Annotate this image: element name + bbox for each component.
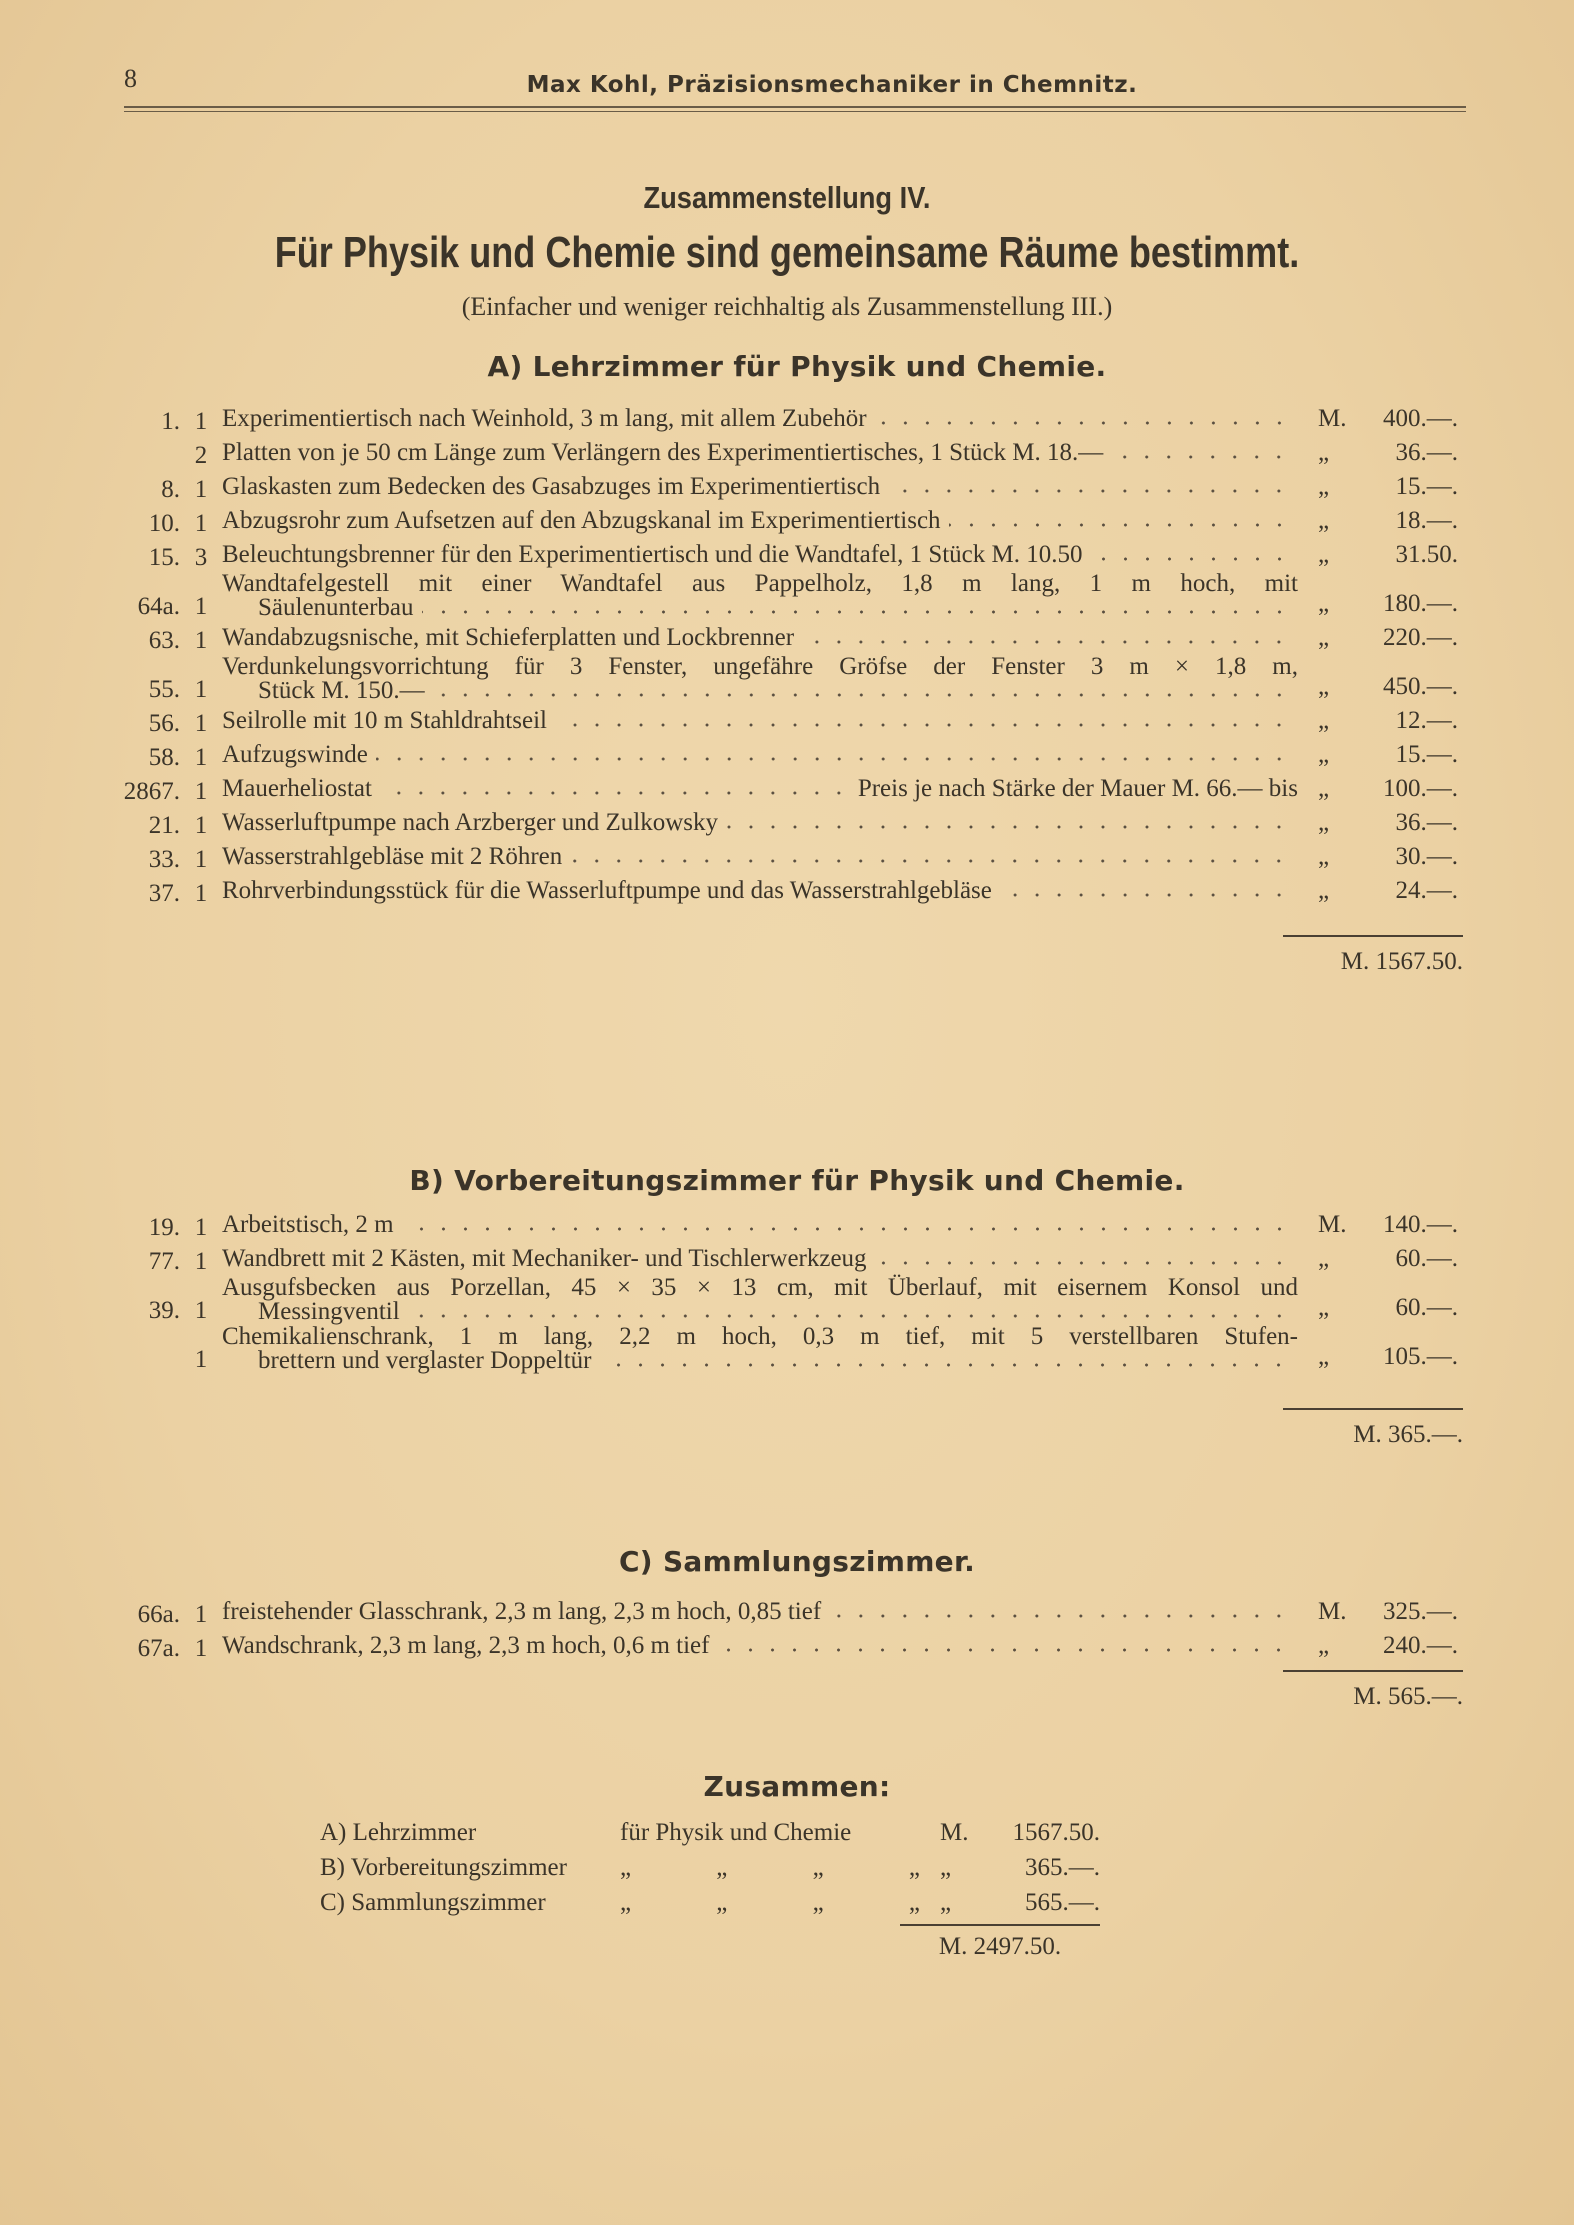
price-prefix: „ (1318, 473, 1330, 500)
item-quantity: 1 (194, 880, 208, 907)
item-number: 21. (148, 812, 180, 839)
price-value: 105.—. (1383, 1343, 1458, 1370)
item-quantity: 1 (194, 1297, 208, 1324)
list-item (100, 1325, 1466, 1374)
price-prefix: „ (1318, 1294, 1330, 1321)
item-text: freistehender Glasschrank, 2,3 m lang, 2,3 m hoch, 0,85 tief (222, 1598, 822, 1625)
item-number: 56. (148, 710, 180, 737)
item-description (222, 874, 1298, 908)
header-rule (124, 106, 1466, 112)
list-item (100, 621, 1466, 655)
item-number: 66a. (137, 1601, 180, 1628)
section-total (1283, 935, 1463, 976)
description-line (222, 470, 1298, 504)
price-value: 240.—. (1383, 1632, 1458, 1659)
summary-ditto: „ (716, 1854, 728, 1881)
section-heading: A) Lehrzimmer für Physik und Chemie. (487, 350, 1107, 383)
dot-leader (408, 1313, 1290, 1319)
dot-leader (599, 1362, 1290, 1368)
description-line (222, 840, 1298, 874)
item-text-continued: brettern und verglaster Doppeltür (258, 1347, 592, 1374)
price-value: 36.—. (1395, 809, 1458, 836)
dot-leader (875, 1260, 1290, 1266)
dot-leader (875, 420, 1290, 426)
total-rule (1283, 1670, 1463, 1675)
item-description (222, 806, 1298, 840)
summary-middle (620, 1815, 920, 1850)
item-description (222, 738, 1298, 772)
summary-label: A) Lehrzimmer (320, 1819, 477, 1846)
item-number: 10. (148, 510, 180, 537)
item-quantity: 1 (194, 1346, 208, 1373)
description-line (222, 704, 1298, 738)
item-quantity: 1 (194, 846, 208, 873)
summary-middle (620, 1850, 920, 1885)
item-price (1298, 1340, 1458, 1374)
description-line (222, 538, 1298, 572)
item-price (1298, 621, 1458, 655)
item-price (1298, 1629, 1458, 1663)
item-text: Arbeitstisch, 2 m (222, 1211, 394, 1238)
page-number: 8 (124, 64, 137, 93)
price-prefix: „ (1318, 707, 1330, 734)
price-prefix: „ (1318, 590, 1330, 617)
item-description (222, 704, 1298, 738)
item-number: 33. (148, 846, 180, 873)
summary-label: C) Sammlungszimmer (320, 1889, 546, 1916)
summary-row (320, 1850, 1100, 1885)
item-description (222, 1325, 1298, 1374)
item-price (1298, 670, 1458, 704)
list-item (100, 1595, 1466, 1629)
dot-leader (1111, 454, 1290, 460)
item-price (1298, 1595, 1458, 1629)
summary-ditto: „ (812, 1854, 824, 1881)
compilation-title: Zusammenstellung IV. (643, 180, 931, 215)
item-text-continued: Stück M. 150.— (258, 677, 425, 704)
description-continuation (222, 1348, 1298, 1374)
item-text: Abzugsrohr zum Aufsetzen auf den Abzugskanal im Experimentiertisch (222, 507, 941, 534)
total-value: M. 1567.50. (1340, 948, 1463, 975)
list-item (100, 572, 1466, 621)
price-value: 450.—. (1383, 673, 1458, 700)
description-continuation (222, 678, 1298, 704)
item-quantity: 1 (194, 1214, 208, 1241)
summary-table (320, 1815, 1100, 1961)
price-prefix: M. (1318, 405, 1347, 432)
item-text: Chemikalienschrank, 1 m lang, 2,2 m hoch, 0,3 m tief, mit 5 verstellbaren Stufen- (222, 1323, 1298, 1350)
item-price (1298, 704, 1458, 738)
price-value: 30.—. (1395, 843, 1458, 870)
list-item (100, 1629, 1466, 1663)
price-prefix: M. (1318, 1211, 1347, 1238)
dot-leader (829, 1613, 1290, 1619)
running-header: Max Kohl, Präzisionsmechaniker in Chemnitz. (526, 72, 1138, 98)
item-description (222, 538, 1298, 572)
item-quantity: 1 (194, 778, 208, 805)
item-text: Rohrverbindungsstück für die Wasserluftpumpe und das Wasserstrahlgebläse (222, 877, 992, 904)
item-list (100, 1595, 1466, 1663)
dot-leader (422, 609, 1290, 615)
list-item (100, 738, 1466, 772)
price-value: 400.—. (1383, 405, 1458, 432)
description-line (222, 874, 1298, 908)
item-price (1298, 402, 1458, 436)
dot-leader (376, 756, 1290, 762)
item-number: 19. (148, 1214, 180, 1241)
list-item (100, 874, 1466, 908)
price-value: 18.—. (1395, 507, 1458, 534)
item-text: Wandtafelgestell mit einer Wandtafel aus Pappelholz, 1,8 m lang, 1 m hoch, mit (222, 570, 1298, 597)
price-value: 60.—. (1395, 1245, 1458, 1272)
price-prefix: „ (1318, 507, 1330, 534)
item-number: 37. (148, 880, 180, 907)
item-quantity: 1 (194, 1248, 208, 1275)
list-item (100, 655, 1466, 704)
item-quantity: 1 (194, 627, 208, 654)
price-prefix: „ (1318, 541, 1330, 568)
item-number: 8. (161, 476, 180, 503)
price-value: 100.—. (1383, 775, 1458, 802)
price-value: 140.—. (1383, 1211, 1458, 1238)
item-quantity: 3 (194, 544, 208, 571)
list-item (100, 504, 1466, 538)
item-description (222, 470, 1298, 504)
item-quantity: 1 (194, 408, 208, 435)
price-value: 325.—. (1383, 1598, 1458, 1625)
item-text: Aufzugswinde (222, 741, 368, 768)
item-number: 55. (148, 676, 180, 703)
item-text: Wandabzugsnische, mit Schieferplatten und Lockbrenner (222, 624, 795, 651)
item-quantity: 1 (194, 676, 208, 703)
summary-ditto: für Physik und Chemie (620, 1819, 852, 1846)
item-text: Glaskasten zum Bedecken des Gasabzuges im Experimentiertisch (222, 473, 881, 500)
item-description (222, 621, 1298, 655)
summary-value: 1567.50. (1012, 1819, 1100, 1846)
summary-prefix: M. (940, 1819, 969, 1846)
price-prefix: „ (1318, 843, 1330, 870)
item-number: 1. (161, 408, 180, 435)
summary-ditto: „ (620, 1854, 632, 1881)
summary-ditto: „ (716, 1889, 728, 1916)
price-value: 36.—. (1395, 439, 1458, 466)
item-text: Wasserluftpumpe nach Arzberger und Zulkowsky (222, 809, 719, 836)
dot-leader (380, 790, 850, 796)
summary-total (900, 1924, 1100, 1961)
description-line (222, 1208, 1298, 1242)
summary-row (320, 1885, 1100, 1920)
summary-amount (920, 1850, 1100, 1885)
list-item (100, 436, 1466, 470)
item-text: Wandbrett mit 2 Kästen, mit Mechaniker- und Tischlerwerkzeug (222, 1245, 867, 1272)
item-quantity: 1 (194, 1601, 208, 1628)
item-quantity: 1 (194, 593, 208, 620)
summary-prefix: „ (940, 1854, 952, 1881)
total-rule (900, 1924, 1100, 1929)
total-rule (1283, 1408, 1463, 1413)
summary-ditto: „ (908, 1854, 920, 1881)
subtitle: (Einfacher und weniger reichhaltig als Zusammenstellung III.) (461, 292, 1113, 321)
description-continuation (222, 595, 1298, 621)
price-prefix: „ (1318, 877, 1330, 904)
item-price (1298, 470, 1458, 504)
summary-middle (620, 1885, 920, 1920)
summary-ditto: „ (908, 1889, 920, 1916)
item-price (1298, 1208, 1458, 1242)
price-prefix: M. (1318, 1598, 1347, 1625)
item-quantity: 1 (194, 476, 208, 503)
description-line (222, 806, 1298, 840)
total-value: M. 365.—. (1353, 1421, 1463, 1448)
price-value: 180.—. (1383, 590, 1458, 617)
summary-value: 565.—. (1025, 1889, 1100, 1916)
price-value: 60.—. (1395, 1294, 1458, 1321)
description-continuation (222, 1299, 1298, 1325)
item-quantity: 1 (194, 812, 208, 839)
price-prefix: „ (1318, 775, 1330, 802)
summary-label: B) Vorbereitungszimmer (320, 1854, 567, 1881)
item-number: 64a. (137, 593, 180, 620)
item-description (222, 436, 1298, 470)
item-price (1298, 587, 1458, 621)
item-text-continued: Messingventil (258, 1298, 400, 1325)
price-value: 15.—. (1395, 473, 1458, 500)
item-description (222, 572, 1298, 621)
item-description (222, 1595, 1298, 1629)
description-line (222, 572, 1298, 595)
list-item (100, 840, 1466, 874)
summary-amount (920, 1885, 1100, 1920)
description-line (222, 436, 1298, 470)
description-line (222, 1629, 1298, 1663)
list-item (100, 772, 1466, 806)
dot-leader (726, 824, 1290, 830)
price-prefix: „ (1318, 1245, 1330, 1272)
item-price (1298, 874, 1458, 908)
dot-leader (433, 692, 1290, 698)
item-text: Beleuchtungsbrenner für den Experimentiertisch und die Wandtafel, 1 Stück M. 10.50 (222, 541, 1083, 568)
item-text: Seilrolle mit 10 m Stahldrahtseil (222, 707, 547, 734)
item-number: 2867. (123, 778, 180, 805)
price-value: 15.—. (1395, 741, 1458, 768)
description-line (222, 772, 1298, 806)
price-value: 31.50. (1395, 541, 1458, 568)
item-number: 77. (148, 1248, 180, 1275)
item-price (1298, 1291, 1458, 1325)
price-prefix: „ (1318, 1632, 1330, 1659)
item-text: Wasserstrahlgebläse mit 2 Röhren (222, 843, 563, 870)
item-price (1298, 504, 1458, 538)
main-title: Für Physik und Chemie sind gemeinsame Räume bestimmt. (274, 228, 1300, 277)
item-price (1298, 806, 1458, 840)
list-item (100, 1276, 1466, 1325)
summary-value: 365.—. (1025, 1854, 1100, 1881)
price-prefix: „ (1318, 673, 1330, 700)
summary-prefix: „ (940, 1889, 952, 1916)
price-value: 12.—. (1395, 707, 1458, 734)
item-price (1298, 772, 1458, 806)
item-number: 39. (148, 1297, 180, 1324)
item-description (222, 1208, 1298, 1242)
list-item (100, 538, 1466, 572)
item-number: 67a. (137, 1635, 180, 1662)
list-item (100, 1208, 1466, 1242)
list-item (100, 470, 1466, 504)
item-price (1298, 840, 1458, 874)
item-quantity: 1 (194, 744, 208, 771)
item-price (1298, 738, 1458, 772)
item-description (222, 1242, 1298, 1276)
item-text: Experimentiertisch nach Weinhold, 3 m lang, mit allem Zubehör (222, 405, 867, 432)
list-item (100, 704, 1466, 738)
section-total (1283, 1670, 1463, 1711)
item-number: 58. (148, 744, 180, 771)
section-heading: B) Vorbereitungszimmer für Physik und Chemie. (409, 1164, 1185, 1197)
item-quantity: 1 (194, 710, 208, 737)
dot-leader (1000, 892, 1290, 898)
dot-leader (888, 488, 1290, 494)
description-line (222, 1276, 1298, 1299)
dot-leader (802, 639, 1290, 645)
dot-leader (402, 1226, 1290, 1232)
item-description (222, 504, 1298, 538)
item-description (222, 655, 1298, 704)
item-number: 15. (148, 544, 180, 571)
item-text: Wandschrank, 2,3 m lang, 2,3 m hoch, 0,6 m tief (222, 1632, 710, 1659)
item-description (222, 772, 1298, 806)
summary-ditto: „ (620, 1889, 632, 1916)
item-list (100, 1208, 1466, 1374)
item-text: Ausgufsbecken aus Porzellan, 45 × 35 × 13 cm, mit Überlauf, mit eisernem Konsol und (222, 1274, 1298, 1301)
description-line (222, 621, 1298, 655)
item-price (1298, 1242, 1458, 1276)
summary-ditto: „ (812, 1889, 824, 1916)
description-line (222, 504, 1298, 538)
item-text: Verdunkelungsvorrichtung für 3 Fenster, ungefähre Gröfse der Fenster 3 m × 1,8 m, (222, 653, 1298, 680)
total-value: M. 565.—. (1353, 1683, 1463, 1710)
item-quantity: 1 (194, 510, 208, 537)
dot-leader (949, 522, 1290, 528)
item-text: Platten von je 50 cm Länge zum Verlängern des Experimentiertisches, 1 Stück M. 18.— (222, 439, 1104, 466)
summary-row (320, 1815, 1100, 1850)
description-line (222, 1595, 1298, 1629)
item-number: 63. (148, 627, 180, 654)
description-line (222, 738, 1298, 772)
description-line (222, 655, 1298, 678)
dot-leader (717, 1647, 1290, 1653)
summary-total-value: M. 2497.50. (938, 1933, 1062, 1960)
description-line (222, 1242, 1298, 1276)
list-item (100, 1242, 1466, 1276)
section-total (1283, 1408, 1463, 1449)
item-text: Mauerheliostat (222, 775, 372, 802)
item-text-continued: Säulenunterbau (258, 594, 414, 621)
dot-leader (555, 722, 1290, 728)
price-prefix: „ (1318, 1343, 1330, 1370)
summary-amount (920, 1815, 1100, 1850)
item-price (1298, 436, 1458, 470)
total-rule (1283, 935, 1463, 940)
description-line (222, 402, 1298, 436)
list-item (100, 806, 1466, 840)
price-prefix: „ (1318, 439, 1330, 466)
item-description (222, 402, 1298, 436)
summary-heading: Zusammen: (703, 1770, 891, 1803)
item-description (222, 1276, 1298, 1325)
price-prefix: „ (1318, 624, 1330, 651)
item-list (100, 402, 1466, 908)
item-quantity: 1 (194, 1635, 208, 1662)
item-description (222, 1629, 1298, 1663)
description-line (222, 1325, 1298, 1348)
price-note: Preis je nach Stärke der Mauer M. 66.— bis (857, 775, 1298, 802)
item-description (222, 840, 1298, 874)
item-quantity: 2 (194, 442, 208, 469)
price-value: 24.—. (1395, 877, 1458, 904)
price-prefix: „ (1318, 809, 1330, 836)
dot-leader (570, 858, 1290, 864)
dot-leader (1091, 556, 1291, 562)
item-price (1298, 538, 1458, 572)
price-value: 220.—. (1383, 624, 1458, 651)
price-prefix: „ (1318, 741, 1330, 768)
list-item (100, 402, 1466, 436)
section-heading: C) Sammlungszimmer. (618, 1545, 976, 1578)
